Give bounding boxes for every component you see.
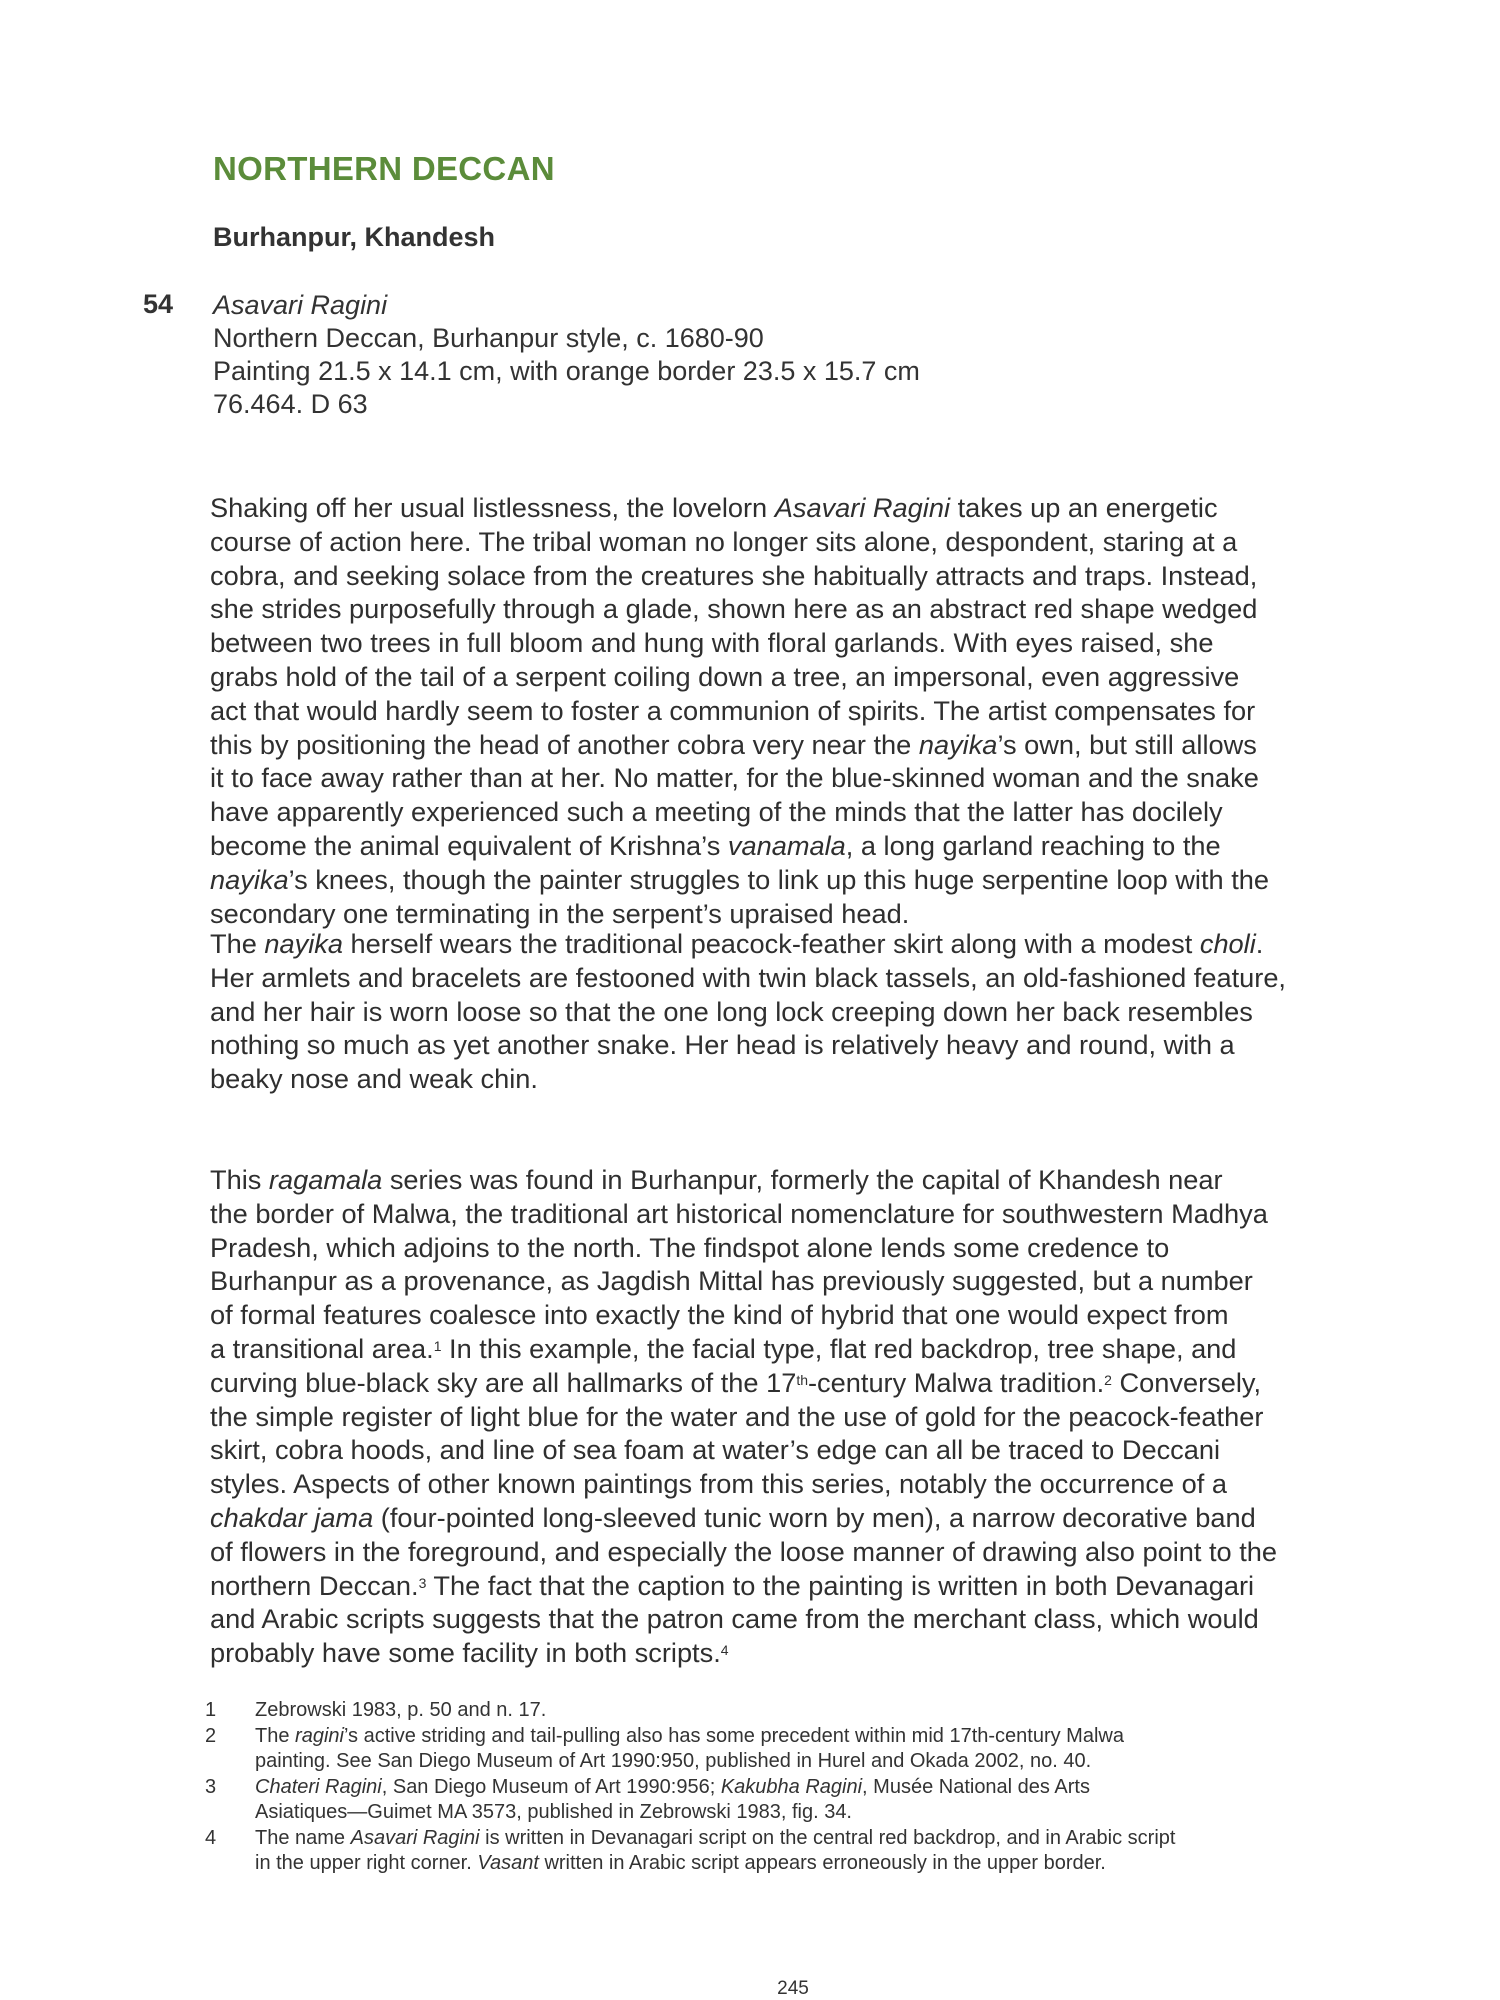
text-line: course of action here. The tribal woman no longer sits alone, despondent, staring at a [210, 525, 1238, 557]
text-line: the simple register of light blue for the water and the use of gold for the peacock-feather [210, 1400, 1264, 1432]
entry-accession: 76.464. D 63 [213, 389, 368, 419]
text-line: curving blue-black sky are all hallmarks of the 17th-century Malwa tradition.$^2$ Conversely, [210, 1366, 1262, 1398]
text-line: This ragamala series was found in Burhanpur, formerly the capital of Khandesh near [210, 1164, 1223, 1195]
footnotes [205, 1698, 1405, 1877]
text-line: nothing so much as yet another snake. Her head is relatively heavy and round, with a [210, 1029, 1235, 1061]
text-line: Her armlets and bracelets are festooned with twin black tassels, an old-fashioned feature, [210, 961, 1286, 993]
text-line: of flowers in the foreground, and especially the loose manner of drawing also point to the [210, 1535, 1278, 1567]
entry-title: Asavari Ragini [213, 290, 388, 320]
footnote-3: 3 Chateri Ragini, San Diego Museum of Art 1990:956; Kakubha Ragini, Musée National des Arts Asiatiques—Guimet MA 3573, published in Zebrowski 1983, fig. 34. [205, 1776, 1090, 1823]
text-line: a transitional area.$^1$ In this example, the facial type, flat red backdrop, tree shape, and [210, 1332, 1237, 1364]
entry-number: 54 [143, 289, 174, 319]
text-line: The nayika herself wears the traditional peacock-feather skirt along with a modest choli. [210, 928, 1264, 959]
catalogue-entry [213, 289, 920, 421]
text-line: and her hair is worn loose so that the one long lock creeping down her back resembles [210, 995, 1253, 1027]
page-number: 245 [777, 1978, 809, 1999]
text-line: beaky nose and weak chin. [210, 1063, 538, 1095]
text-line: act that would hardly seem to foster a communion of spirits. The artist compensates for [210, 694, 1256, 726]
footnote-ref-4: 4 [720, 1642, 729, 1659]
footnote-ref-3: 3 [418, 1574, 427, 1591]
text-line: probably have some facility in both scripts.$^4$ [210, 1637, 729, 1669]
text-line: Burhanpur as a provenance, as Jagdish Mittal has previously suggested, but a number [210, 1265, 1253, 1297]
text-line: become the animal equivalent of Krishna’s vanamala, a long garland reaching to the [210, 829, 1221, 861]
footnote-1: 1 Zebrowski 1983, p. 50 and n. 17. [205, 1699, 547, 1721]
footnote-ref-2: 2 [1104, 1371, 1112, 1388]
entry-dimensions: Painting 21.5 x 14.1 cm, with orange border 23.5 x 15.7 cm [213, 356, 920, 386]
text-line: Pradesh, which adjoins to the north. The findspot alone lends some credence to [210, 1231, 1170, 1263]
text-line: she strides purposefully through a glade, shown here as an abstract red shape wedged [210, 593, 1258, 625]
text-line: it to face away rather than at her. No matter, for the blue-skinned woman and the snake [210, 762, 1259, 794]
text-line: the border of Malwa, the traditional art historical nomenclature for southwestern Madhya [210, 1197, 1268, 1229]
footnote-2: 2 The ragini’s active striding and tail-pulling also has some precedent within mid 17th-century Malwa painting. See San Diego Museum of Art 1990:950, published in Hurel and Okada 2002, no. 40. [205, 1725, 1124, 1772]
paragraph-3 [210, 1163, 1380, 1670]
footnote-ref-1: 1 [433, 1337, 442, 1354]
text-line: this by positioning the head of another cobra very near the nayika’s own, but still allows [210, 728, 1257, 760]
text-line: of formal features coalesce into exactly the kind of hybrid that one would expect from [210, 1299, 1229, 1331]
section-title: NORTHERN DECCAN [213, 150, 555, 187]
subsection-title: Burhanpur, Khandesh [213, 222, 496, 252]
text-line: Shaking off her usual listlessness, the lovelorn Asavari Ragini takes up an energetic [210, 492, 1218, 523]
text-line: styles. Aspects of other known paintings from this series, notably the occurrence of a [210, 1468, 1228, 1500]
text-line: between two trees in full bloom and hung with floral garlands. With eyes raised, she [210, 627, 1214, 659]
text-line: skirt, cobra hoods, and line of sea foam at water’s edge can all be traced to Deccani [210, 1434, 1221, 1466]
text-line: have apparently experienced such a meeting of the minds that the latter has docilely [210, 796, 1223, 828]
text-line: chakdar jama (four-pointed long-sleeved tunic worn by men), a narrow decorative band [210, 1501, 1256, 1533]
text-line: grabs hold of the tail of a serpent coiling down a tree, an impersonal, even aggressive [210, 660, 1240, 692]
paragraph-1 [210, 491, 1380, 930]
text-line: northern Deccan.$^3$ The fact that the caption to the painting is written in both Devanagari [210, 1569, 1255, 1601]
text-line: secondary one terminating in the serpent’s upraised head. [210, 897, 910, 929]
text-line: and Arabic scripts suggests that the patron came from the merchant class, which would [210, 1603, 1259, 1635]
text-line: cobra, and seeking solace from the creatures she habitually attracts and traps. Instead, [210, 559, 1258, 591]
entry-attribution: Northern Deccan, Burhanpur style, c. 1680-90 [213, 323, 764, 353]
text-line: nayika’s knees, though the painter struggles to link up this huge serpentine loop with the [210, 863, 1269, 895]
footnote-4: 4 The name Asavari Ragini is written in Devanagari script on the central red backdrop, and in Arabic script in the upper right corner. Vasant written in Arabic script appears erroneously in the upper border. [205, 1827, 1176, 1874]
paragraph-2 [210, 927, 1380, 1096]
